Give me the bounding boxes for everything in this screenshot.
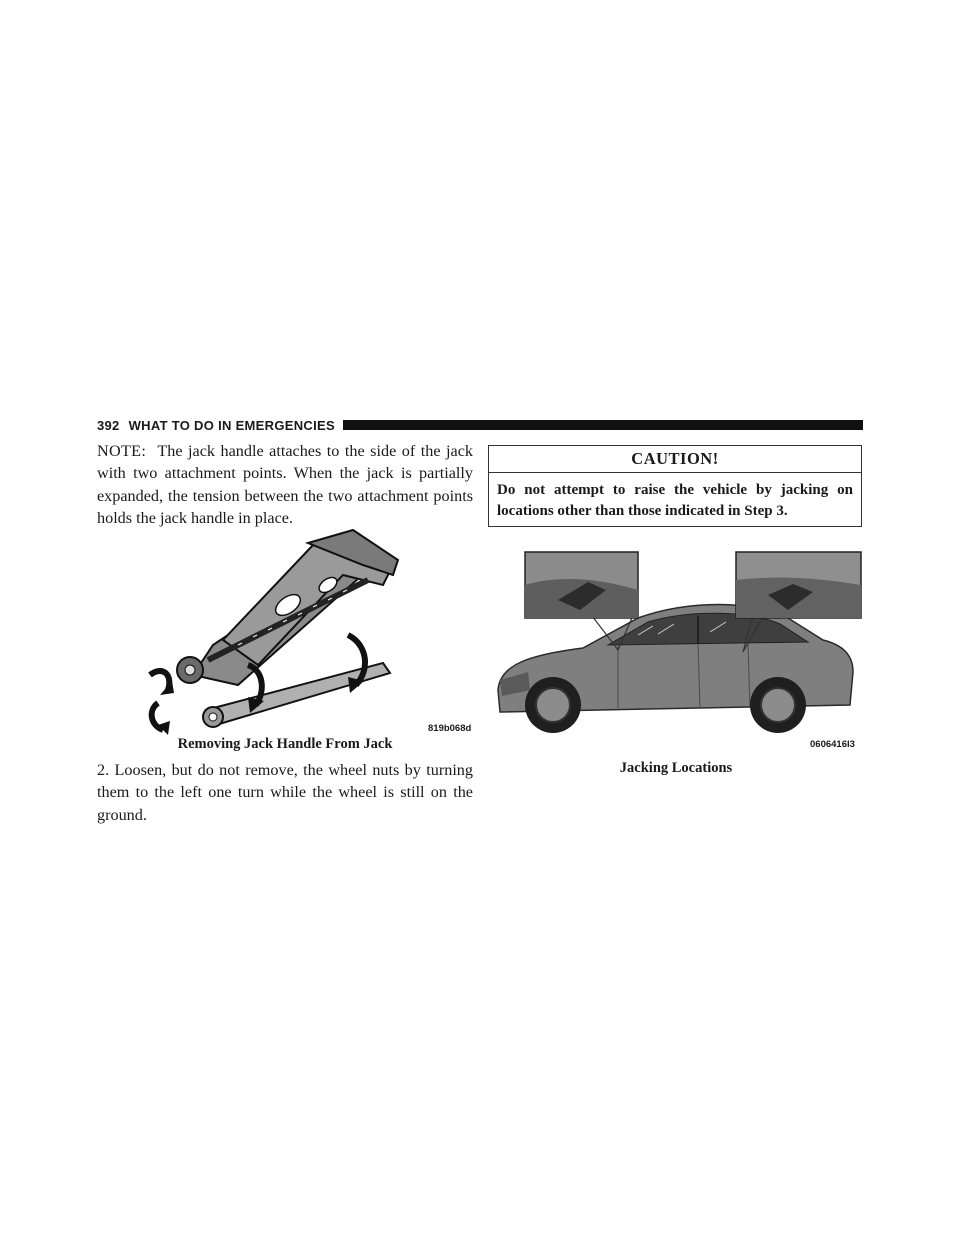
figure-caption-jack: Removing Jack Handle From Jack	[177, 736, 393, 752]
note-paragraph	[97, 440, 473, 530]
note-text: The jack handle attaches to the side of the jack with two attachment points. When the jack is partially expanded, the tension between the two attachment points holds the jack handle in place.	[97, 442, 473, 528]
caution-title: CAUTION!	[489, 446, 861, 473]
page-header	[97, 417, 863, 433]
figure-code-car: 0606416l3	[810, 739, 855, 750]
step-2-text: 2. Loosen, but do not remove, the wheel nuts by turning them to the left one turn while the wheel is still on the ground.	[97, 761, 473, 824]
figure-code: 819b068d	[428, 723, 472, 734]
step-2-paragraph	[97, 759, 473, 826]
section-title: WHAT TO DO IN EMERGENCIES	[128, 417, 335, 433]
jacking-locations-figure	[488, 540, 864, 754]
header-rule	[343, 420, 863, 430]
jack-drawing	[138, 525, 473, 740]
figure-caption-car: Jacking Locations	[619, 760, 733, 776]
car-photo	[488, 540, 864, 754]
page-number: 392	[97, 417, 120, 433]
caution-box	[488, 445, 862, 527]
caution-text: Do not attempt to raise the vehicle by jacking on locations other than those indicated in Step 3.	[497, 482, 853, 519]
jack-illustration	[138, 525, 473, 740]
note-label: NOTE:	[97, 442, 147, 460]
